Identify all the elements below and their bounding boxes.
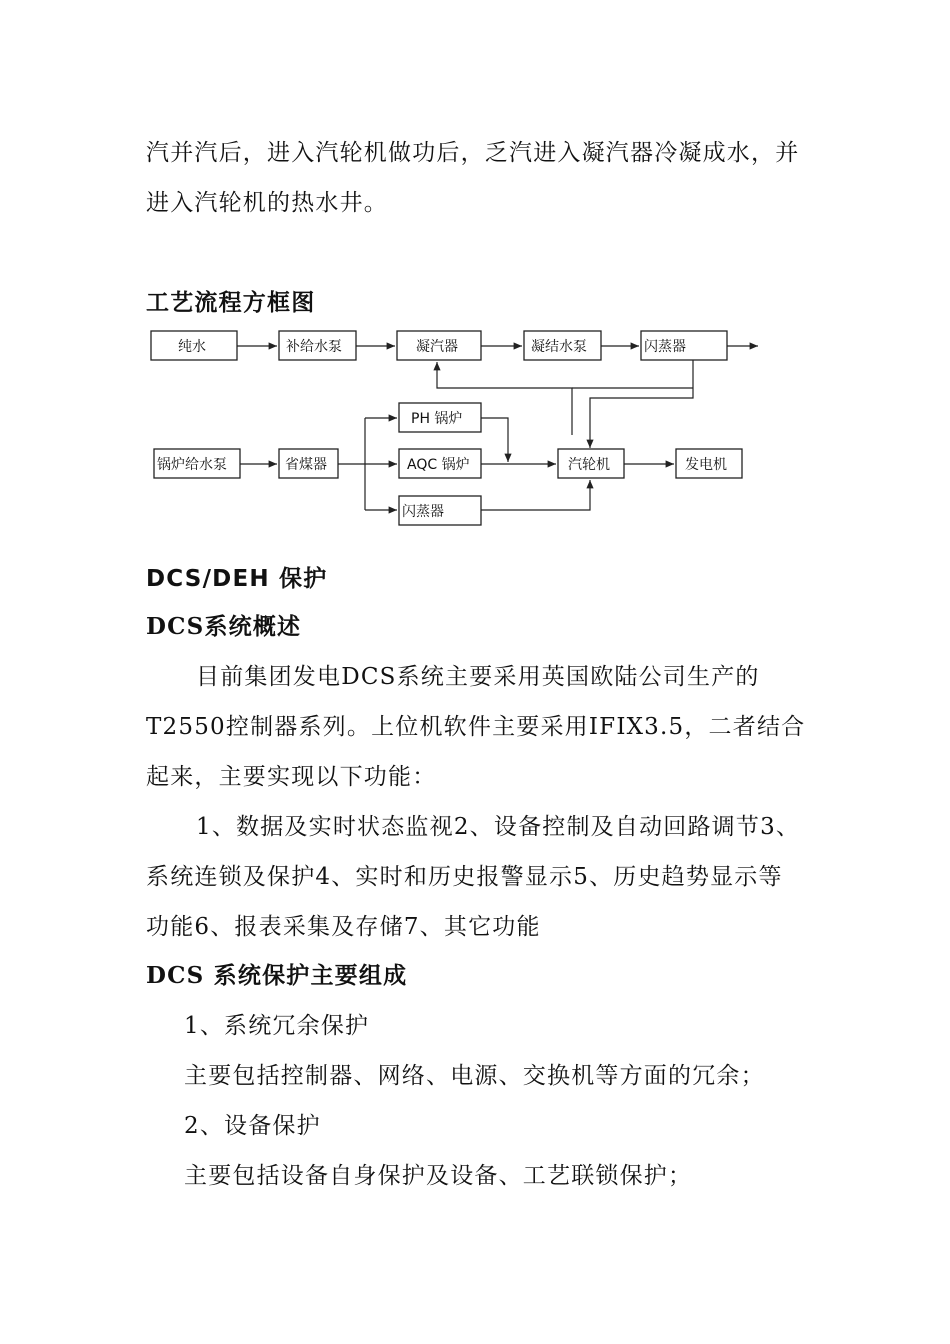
box-flash-top <box>641 331 727 360</box>
box-condenser-label: 凝汽器 <box>416 339 458 355</box>
overview-p2-line-3: 功能6、报表采集及存储7、其它功能 <box>146 914 541 940</box>
box-condenser <box>397 331 481 360</box>
box-economizer <box>279 449 338 478</box>
overview-p1-line-2: T2550控制器系列。上位机软件主要采用IFIX3.5，二者结合 <box>146 714 806 740</box>
box-generator-label: 发电机 <box>685 457 727 473</box>
overview-p1-line-3: 起来，主要实现以下功能： <box>146 764 437 790</box>
box-turbine-label: 汽轮机 <box>568 457 610 473</box>
box-flash-top-label: 闪蒸器 <box>644 339 686 355</box>
box-makeup-pump <box>279 331 356 360</box>
box-pure-water-label: 纯水 <box>178 339 206 355</box>
box-flash-bottom <box>399 496 481 525</box>
box-condensate-pump-label: 凝结水泵 <box>531 339 587 355</box>
box-ph-boiler-label: PH 锅炉 <box>411 411 463 427</box>
overview-p1-line-1: 目前集团发电DCS系统主要采用英国欧陆公司生产的 <box>196 664 760 690</box>
item-2-title: 2、设备保护 <box>184 1113 321 1139</box>
box-pure-water <box>151 331 237 360</box>
process-flow-diagram <box>140 318 780 533</box>
box-condensate-pump <box>524 331 601 360</box>
intro-line-1: 汽并汽后，进入汽轮机做功后，乏汽进入凝汽器冷凝成水，并 <box>146 140 800 166</box>
box-boiler-feed-pump <box>154 449 240 478</box>
overview-p2-line-1: 1、数据及实时状态监视2、设备控制及自动回路调节3、 <box>196 814 801 840</box>
diagram-title: 工艺流程方框图 <box>146 290 316 316</box>
box-flash-bottom-label: 闪蒸器 <box>402 504 444 520</box>
box-generator <box>676 449 742 478</box>
item-1-title: 1、系统冗余保护 <box>184 1013 370 1039</box>
item-1-desc: 主要包括控制器、网络、电源、交换机等方面的冗余； <box>184 1063 765 1089</box>
box-makeup-pump-label: 补给水泵 <box>286 339 342 355</box>
box-aqc-boiler <box>399 449 481 478</box>
heading-protection: DCS 系统保护主要组成 <box>146 962 408 989</box>
box-aqc-boiler-label: AQC 锅炉 <box>407 457 470 473</box>
intro-line-2: 进入汽轮机的热水井。 <box>146 190 388 216</box>
box-economizer-label: 省煤器 <box>285 457 327 473</box>
box-turbine <box>558 449 624 478</box>
heading-dcs-deh: DCS/DEH 保护 <box>146 566 328 592</box>
item-2-desc: 主要包括设备自身保护及设备、工艺联锁保护； <box>184 1163 693 1189</box>
box-ph-boiler <box>399 403 481 432</box>
overview-p2-line-2: 系统连锁及保护4、实时和历史报警显示5、历史趋势显示等 <box>146 864 783 890</box>
box-boiler-feed-pump-label: 锅炉给水泵 <box>157 457 227 473</box>
heading-overview: DCS系统概述 <box>146 613 302 640</box>
